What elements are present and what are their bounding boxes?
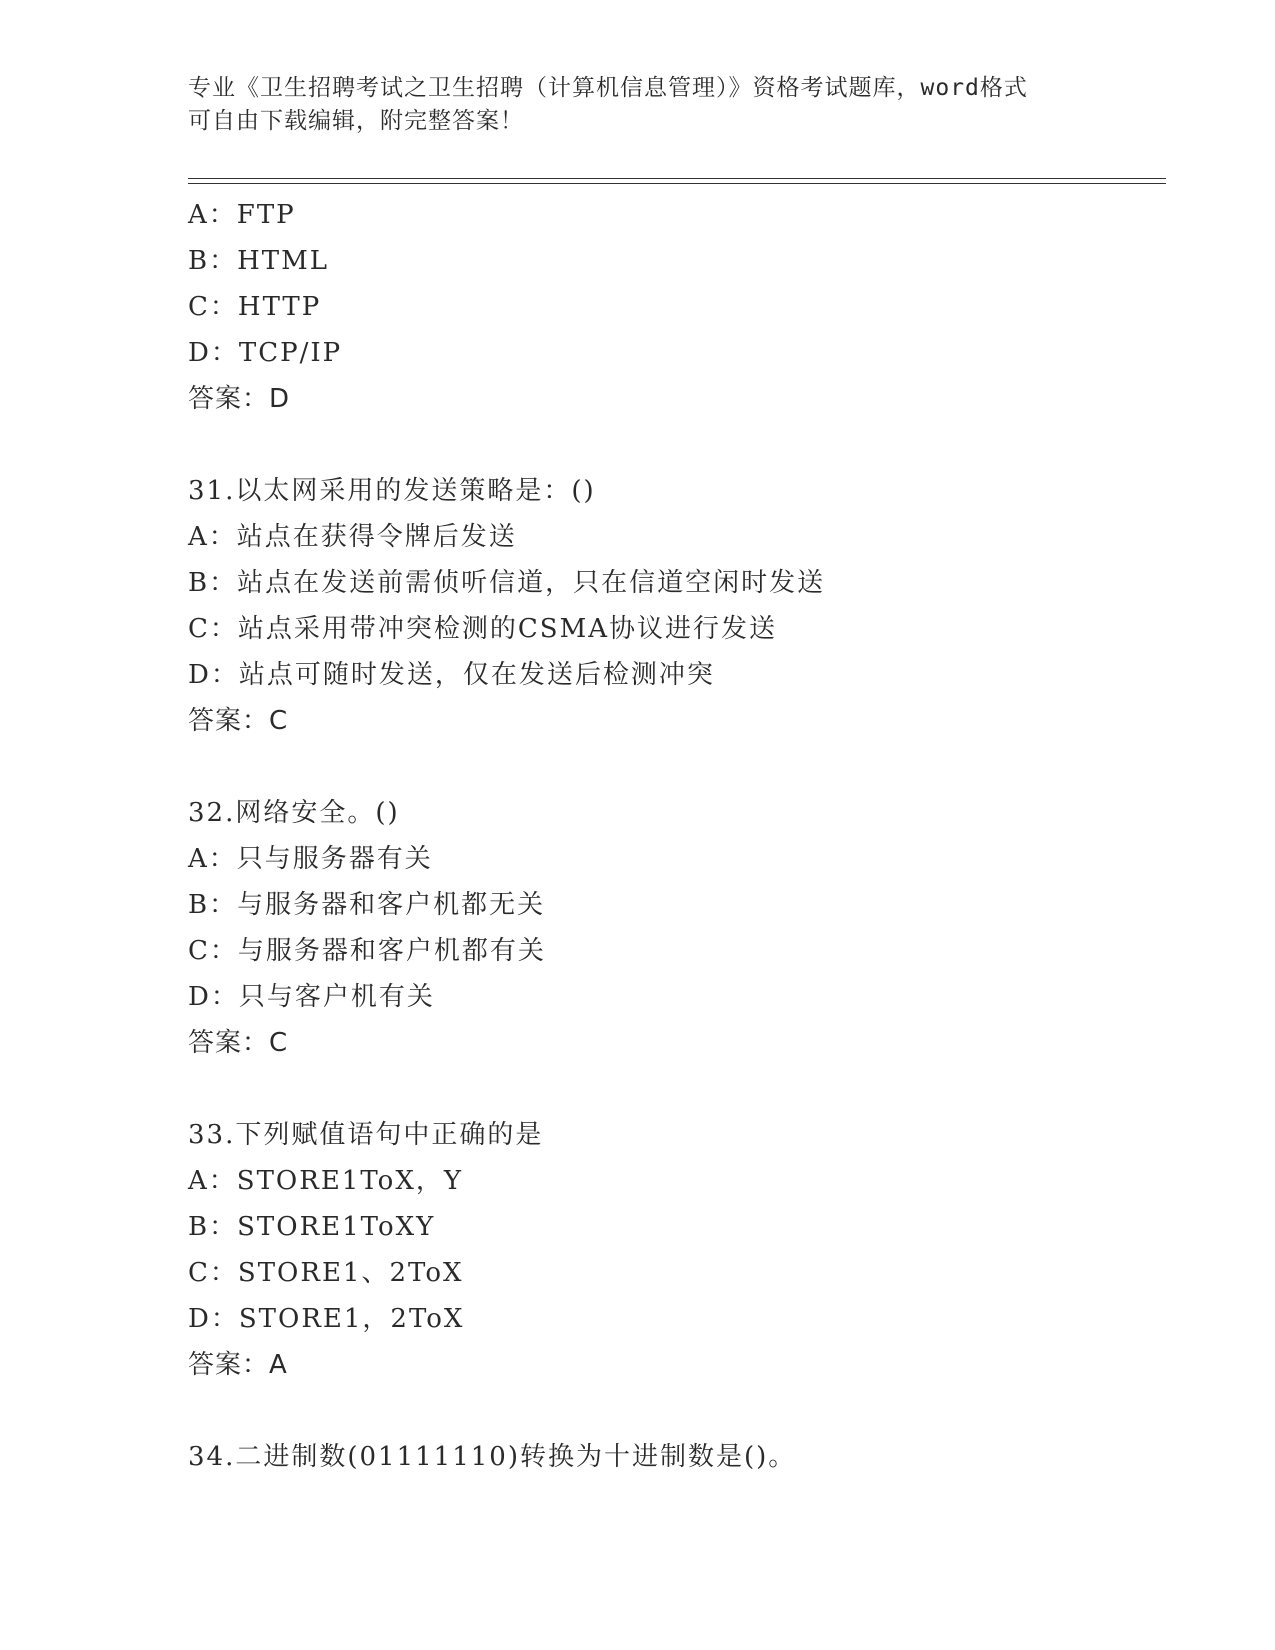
answer-line: 答案：C	[188, 706, 289, 736]
option-a: A：站点在获得令牌后发送	[188, 522, 517, 552]
header-line-2: 可自由下载编辑，附完整答案！	[188, 108, 524, 134]
document-header	[188, 72, 1088, 138]
option-d: D：站点可随时发送，仅在发送后检测冲突	[188, 660, 715, 690]
question-spacer	[188, 1388, 1168, 1434]
question-34	[188, 1434, 1168, 1480]
question-32	[188, 790, 1168, 1066]
header-divider-top	[188, 178, 1166, 179]
option-b: B：站点在发送前需侦听信道，只在信道空闲时发送	[188, 568, 826, 598]
answer-line: 答案：A	[188, 1350, 288, 1380]
question-spacer	[188, 1066, 1168, 1112]
header-divider-bottom	[188, 183, 1166, 184]
question-list	[188, 192, 1168, 1480]
question-spacer	[188, 744, 1168, 790]
question-33	[188, 1112, 1168, 1388]
question-stem: 31.以太网采用的发送策略是：()	[188, 476, 596, 506]
option-c: C：HTTP	[188, 292, 322, 322]
option-d: D：TCP/IP	[188, 338, 343, 368]
question-30-continued	[188, 192, 1168, 422]
header-line-1: 专业《卫生招聘考试之卫生招聘（计算机信息管理）》资格考试题库，word格式	[188, 75, 1028, 101]
question-spacer	[188, 422, 1168, 468]
option-b: B：STORE1ToXY	[188, 1212, 436, 1242]
option-a: A：只与服务器有关	[188, 844, 433, 874]
option-d: D：只与客户机有关	[188, 982, 435, 1012]
answer-line: 答案：D	[188, 384, 291, 414]
option-a: A：FTP	[188, 200, 296, 230]
question-stem: 34.二进制数(01111110)转换为十进制数是()。	[188, 1442, 797, 1472]
option-b: B：与服务器和客户机都无关	[188, 890, 546, 920]
option-c: C：STORE1、2ToX	[188, 1258, 464, 1288]
option-c: C：与服务器和客户机都有关	[188, 936, 546, 966]
option-d: D：STORE1，2ToX	[188, 1304, 465, 1334]
option-a: A：STORE1ToX，Y	[188, 1166, 463, 1196]
question-stem: 32.网络安全。()	[188, 798, 400, 828]
option-c: C：站点采用带冲突检测的CSMA协议进行发送	[188, 614, 777, 644]
option-b: B：HTML	[188, 246, 330, 276]
question-31	[188, 468, 1168, 744]
question-stem: 33.下列赋值语句中正确的是	[188, 1120, 544, 1150]
answer-line: 答案：C	[188, 1028, 289, 1058]
